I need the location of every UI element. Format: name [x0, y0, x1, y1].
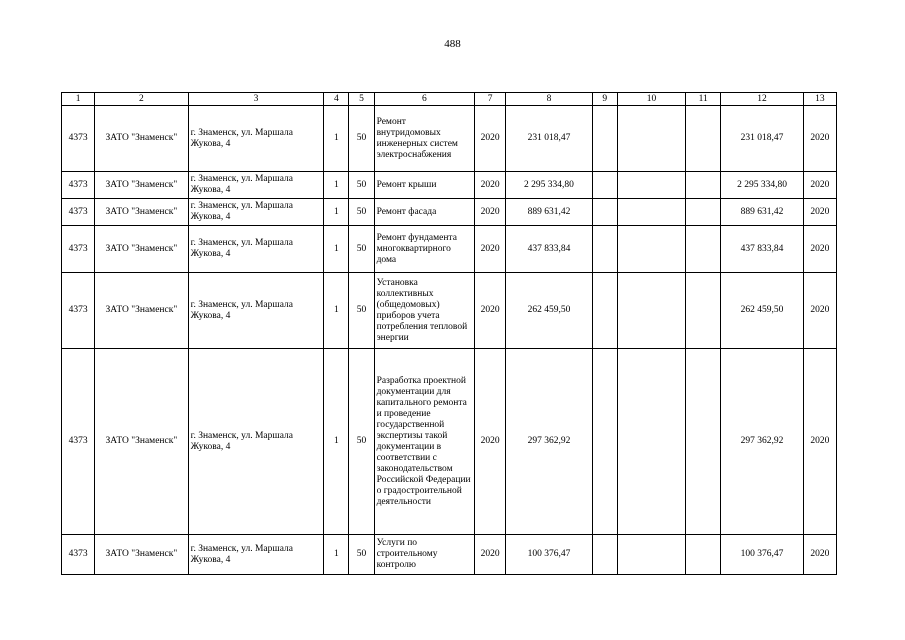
cell-col10: [617, 106, 685, 172]
cell-code: 4373: [62, 172, 95, 199]
column-number: 6: [374, 93, 475, 106]
cell-col11: [686, 535, 721, 575]
cell-col5: 50: [349, 172, 374, 199]
column-number: 10: [617, 93, 685, 106]
cell-total: 262 459,50: [721, 273, 803, 349]
cell-end-year: 2020: [803, 199, 836, 226]
cell-col10: [617, 535, 685, 575]
cell-col10: [617, 172, 685, 199]
cell-col11: [686, 172, 721, 199]
cell-col5: 50: [349, 226, 374, 273]
cell-year: 2020: [475, 106, 506, 172]
column-number: 7: [475, 93, 506, 106]
cell-col9: [592, 349, 617, 535]
cell-cost: 889 631,42: [506, 199, 592, 226]
cell-cost: 297 362,92: [506, 349, 592, 535]
cell-total: 437 833,84: [721, 226, 803, 273]
column-number: 13: [803, 93, 836, 106]
cell-col9: [592, 226, 617, 273]
table-row: [62, 273, 837, 349]
cell-code: 4373: [62, 349, 95, 535]
cell-total: 889 631,42: [721, 199, 803, 226]
cell-end-year: 2020: [803, 349, 836, 535]
cell-code: 4373: [62, 226, 95, 273]
column-number: 2: [95, 93, 188, 106]
cell-cost: 231 018,47: [506, 106, 592, 172]
table-row: [62, 349, 837, 535]
cell-address: г. Знаменск, ул. Маршала Жукова, 4: [188, 106, 324, 172]
cell-work-type: Ремонт фундамента многоквартирного дома: [374, 226, 475, 273]
cell-col11: [686, 106, 721, 172]
table-row: [62, 199, 837, 226]
cell-year: 2020: [475, 273, 506, 349]
cell-col5: 50: [349, 273, 374, 349]
cell-col4: 1: [324, 172, 349, 199]
cell-address: г. Знаменск, ул. Маршала Жукова, 4: [188, 199, 324, 226]
repair-schedule-table: [61, 92, 837, 575]
cell-address: г. Знаменск, ул. Маршала Жукова, 4: [188, 535, 324, 575]
cell-col10: [617, 199, 685, 226]
cell-work-type: Ремонт фасада: [374, 199, 475, 226]
cell-col5: 50: [349, 535, 374, 575]
cell-col11: [686, 199, 721, 226]
cell-municipality: ЗАТО "Знаменск": [95, 535, 188, 575]
cell-address: г. Знаменск, ул. Маршала Жукова, 4: [188, 226, 324, 273]
page-number: 488: [444, 38, 461, 50]
cell-work-type: Ремонт внутридомовых инженерных систем электроснабжения: [374, 106, 475, 172]
cell-col10: [617, 226, 685, 273]
column-number: 12: [721, 93, 803, 106]
cell-code: 4373: [62, 199, 95, 226]
cell-end-year: 2020: [803, 172, 836, 199]
cell-total: 100 376,47: [721, 535, 803, 575]
column-number: 1: [62, 93, 95, 106]
cell-municipality: ЗАТО "Знаменск": [95, 199, 188, 226]
cell-address: г. Знаменск, ул. Маршала Жукова, 4: [188, 349, 324, 535]
cell-year: 2020: [475, 199, 506, 226]
cell-col4: 1: [324, 106, 349, 172]
cell-work-type: Установка коллективных (общедомовых) приборов учета потребления тепловой энергии: [374, 273, 475, 349]
cell-col9: [592, 199, 617, 226]
cell-col4: 1: [324, 199, 349, 226]
column-number: 5: [349, 93, 374, 106]
column-number: 11: [686, 93, 721, 106]
cell-col9: [592, 172, 617, 199]
cell-total: 2 295 334,80: [721, 172, 803, 199]
cell-code: 4373: [62, 535, 95, 575]
cell-work-type: Ремонт крыши: [374, 172, 475, 199]
cell-municipality: ЗАТО "Знаменск": [95, 349, 188, 535]
cell-col11: [686, 226, 721, 273]
cell-end-year: 2020: [803, 106, 836, 172]
cell-year: 2020: [475, 349, 506, 535]
cell-total: 231 018,47: [721, 106, 803, 172]
cell-col9: [592, 106, 617, 172]
column-number: 9: [592, 93, 617, 106]
cell-col4: 1: [324, 226, 349, 273]
cell-end-year: 2020: [803, 226, 836, 273]
cell-address: г. Знаменск, ул. Маршала Жукова, 4: [188, 273, 324, 349]
column-number: 8: [506, 93, 592, 106]
table-row: [62, 172, 837, 199]
cell-col9: [592, 535, 617, 575]
cell-col5: 50: [349, 199, 374, 226]
cell-cost: 437 833,84: [506, 226, 592, 273]
cell-year: 2020: [475, 172, 506, 199]
cell-col5: 50: [349, 106, 374, 172]
table-row: [62, 535, 837, 575]
cell-year: 2020: [475, 226, 506, 273]
cell-cost: 262 459,50: [506, 273, 592, 349]
table-row: [62, 226, 837, 273]
cell-col10: [617, 349, 685, 535]
cell-col9: [592, 273, 617, 349]
column-number: 4: [324, 93, 349, 106]
cell-col11: [686, 273, 721, 349]
cell-work-type: Услуги по строительному контролю: [374, 535, 475, 575]
cell-municipality: ЗАТО "Знаменск": [95, 226, 188, 273]
cell-col5: 50: [349, 349, 374, 535]
column-number: 3: [188, 93, 324, 106]
cell-municipality: ЗАТО "Знаменск": [95, 106, 188, 172]
column-number-row: [62, 93, 837, 106]
cell-municipality: ЗАТО "Знаменск": [95, 172, 188, 199]
cell-end-year: 2020: [803, 535, 836, 575]
cell-work-type: Разработка проектной документации для капитального ремонта и проведение государственной экспертизы такой документации в соответствии с законодательством Российской Федерации о градостроительной деятельности: [374, 349, 475, 535]
cell-col4: 1: [324, 273, 349, 349]
cell-end-year: 2020: [803, 273, 836, 349]
cell-cost: 100 376,47: [506, 535, 592, 575]
cell-address: г. Знаменск, ул. Маршала Жукова, 4: [188, 172, 324, 199]
cell-code: 4373: [62, 273, 95, 349]
cell-code: 4373: [62, 106, 95, 172]
cell-col10: [617, 273, 685, 349]
table-row: [62, 106, 837, 172]
cell-col4: 1: [324, 349, 349, 535]
cell-total: 297 362,92: [721, 349, 803, 535]
cell-col11: [686, 349, 721, 535]
cell-cost: 2 295 334,80: [506, 172, 592, 199]
cell-col4: 1: [324, 535, 349, 575]
cell-year: 2020: [475, 535, 506, 575]
cell-municipality: ЗАТО "Знаменск": [95, 273, 188, 349]
